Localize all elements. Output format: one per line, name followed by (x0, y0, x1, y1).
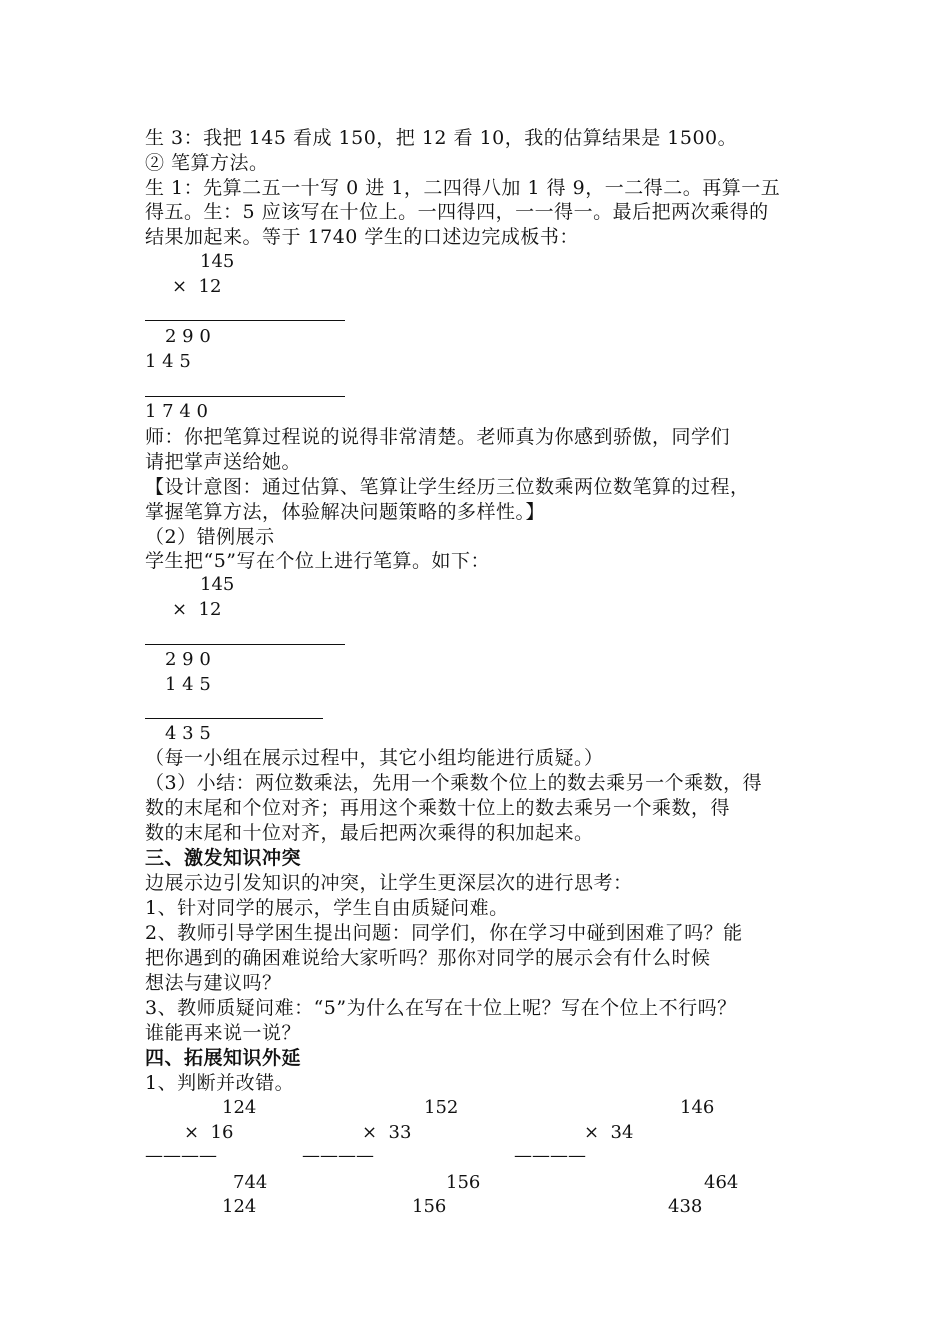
text-line: 数的末尾和个位对齐；再用这个乘数十位上的数去乘另一个乘数，得 (145, 797, 731, 819)
exercise1-partial-2: 124 (222, 1196, 257, 1217)
exercise2-multiplier: × 33 (362, 1122, 412, 1143)
text-line: 1、判断并改错。 (145, 1072, 295, 1094)
calc2-rule-2 (145, 718, 323, 719)
exercise3-multiplicand: 146 (680, 1097, 715, 1118)
exercise3-partial-2: 438 (668, 1196, 703, 1217)
text-line: 把你遇到的确困难说给大家听吗？那你对同学的展示会有什么时候 (145, 947, 711, 969)
text-line: （每一小组在展示过程中，其它小组均能进行质疑。） (145, 747, 604, 769)
text-line: 师：你把笔算过程说的说得非常清楚。老师真为你感到骄傲，同学们 (145, 426, 731, 448)
text-line: ② 笔算方法。 (145, 152, 269, 174)
calc2-partial-2: 1 4 5 (165, 674, 211, 695)
exercise3-partial-1: 464 (704, 1172, 739, 1193)
text-line: 数的末尾和十位对齐，最后把两次乘得的积加起来。 (145, 822, 594, 844)
text-line: 学生把“5”写在个位上进行笔算。如下： (145, 550, 491, 572)
text-line: 边展示边引发知识的冲突，让学生更深层次的进行思考： (145, 872, 633, 894)
calc1-partial-2: 1 4 5 (145, 351, 191, 372)
exercise1-multiplier: × 16 (184, 1122, 234, 1143)
exercise3-multiplier: × 34 (584, 1122, 634, 1143)
section-heading: 三、激发知识冲突 (145, 847, 302, 869)
exercise2-multiplicand: 152 (424, 1097, 459, 1118)
text-line: 1、针对同学的展示，学生自由质疑问难。 (145, 897, 509, 919)
calc2-sum: 4 3 5 (165, 723, 211, 744)
calc2-rule-1 (145, 644, 345, 645)
text-line: （2）错例展示 (145, 526, 275, 548)
calc2-multiplier: × 12 (172, 599, 222, 620)
calc1-partial-1: 2 9 0 (165, 326, 211, 347)
exercise1-rule: ———— (145, 1145, 217, 1166)
text-line: 生 3：我把 145 看成 150，把 12 看 10，我的估算结果是 1500。 (145, 127, 738, 149)
text-line: 掌握笔算方法，体验解决问题策略的多样性。】 (145, 501, 546, 523)
exercise3-rule: ———— (514, 1145, 586, 1166)
exercise2-rule: ———— (302, 1145, 374, 1166)
text-line: 3、教师质疑问难：“5”为什么在写在十位上呢？写在个位上不行吗？ (145, 997, 737, 1019)
exercise1-partial-1: 744 (233, 1172, 268, 1193)
text-line: 2、教师引导学困生提出问题：同学们，你在学习中碰到困难了吗？能 (145, 922, 743, 944)
calc1-multiplicand: 145 (200, 251, 235, 272)
calc2-multiplicand: 145 (200, 574, 235, 595)
section-heading: 四、拓展知识外延 (145, 1047, 302, 1069)
calc1-rule-1 (145, 320, 345, 321)
calc2-partial-1: 2 9 0 (165, 649, 211, 670)
text-line: 想法与建议吗？ (145, 972, 282, 994)
text-line: 谁能再来说一说？ (145, 1022, 302, 1044)
text-line: 生 1：先算二五一十写 0 进 1，二四得八加 1 得 9，一二得二。再算一五 (145, 177, 781, 199)
calc1-rule-2 (145, 396, 345, 397)
exercise1-multiplicand: 124 (222, 1097, 257, 1118)
text-line: 结果加起来。等于 1740 学生的口述边完成板书： (145, 226, 579, 248)
text-line: （3）小结：两位数乘法，先用一个乘数个位上的数去乘另一个乘数，得 (145, 772, 763, 794)
text-line: 请把掌声送给她。 (145, 451, 302, 473)
text-line: 得五。生：5 应该写在十位上。一四得四，一一得一。最后把两次乘得的 (145, 201, 769, 223)
calc1-sum: 1 7 4 0 (145, 401, 208, 422)
exercise2-partial-1: 156 (446, 1172, 481, 1193)
exercise2-partial-2: 156 (412, 1196, 447, 1217)
calc1-multiplier: × 12 (172, 276, 222, 297)
text-line: 【设计意图：通过估算、笔算让学生经历三位数乘两位数笔算的过程， (145, 476, 750, 498)
